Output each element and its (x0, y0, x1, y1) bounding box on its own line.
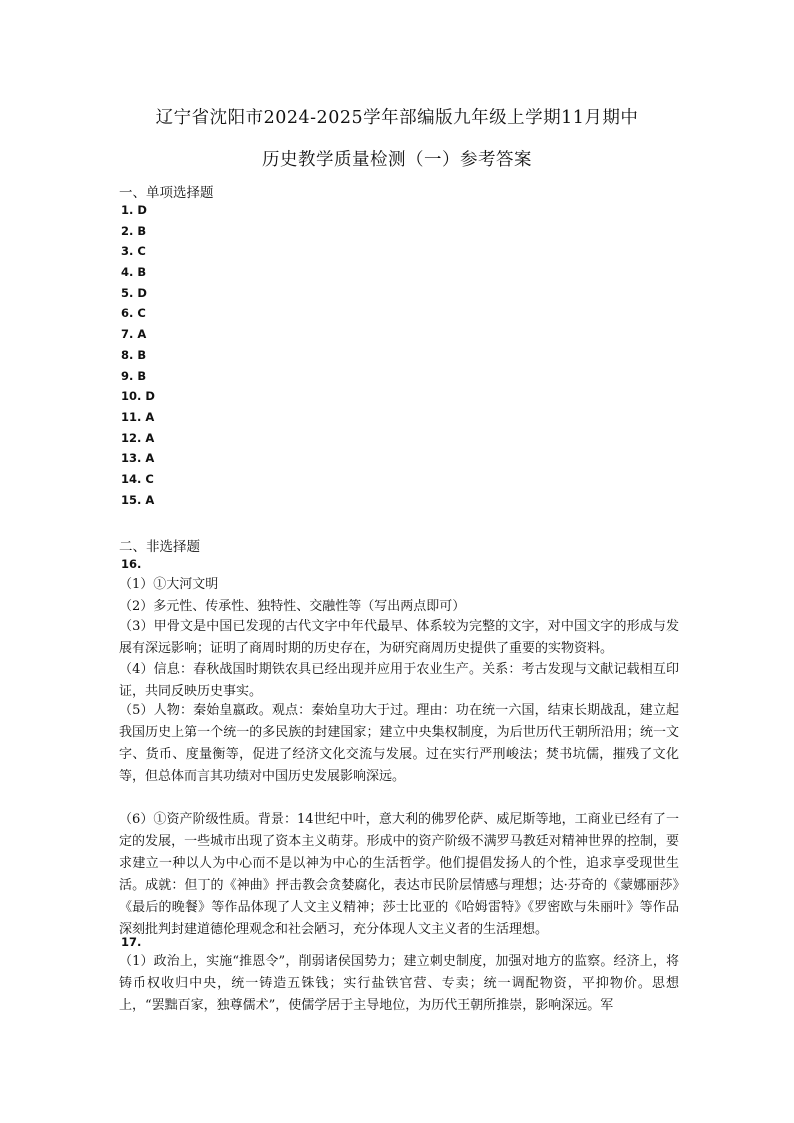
answer-item: 5. D (121, 285, 147, 300)
q16-part-4: （4）信息：春秋战国时期铁农具已经出现并应用于农业生产。关系：考古发现与文献记载相互印证，共同反映历史事实。 (119, 662, 679, 699)
question-number-16: 16. (121, 557, 142, 571)
answer-item: 4. B (121, 265, 147, 280)
answer-item: 8. B (121, 347, 147, 362)
document-title-line-2: 历史教学质量检测（一）参考答案 (262, 150, 532, 170)
answer-item: 13. A (121, 451, 155, 466)
q16-part-5: （5）人物：秦始皇嬴政。观点：秦始皇功大于过。理由：功在统一六国，结束长期战乱，建立起我国历史上第一个统一的多民族的封建国家；建立中央集权制度，为后世历代王朝所沿用；统一文字、货币、度量衡等，促进了经济文化交流与发展。过在实行严刑峻法；焚书坑儒，摧残了文化等，但总体而言其功绩对中国历史发展影响深远。 (119, 703, 679, 784)
section-heading-multiple-choice: 一、单项选择题 (119, 185, 214, 201)
answer-item: 6. C (121, 306, 146, 321)
answer-item: 7. A (121, 327, 147, 342)
q17-part-1: （1）政治上，实施“推恩令”，削弱诸侯国势力；建立刺史制度，加强对地方的监察。经济上，将铸币权收归中央，统一铸造五铢钱；实行盐铁官营、专卖；统一调配物资，平抑物价。思想上，“罢黜百家，独尊儒术”，使儒学居于主导地位，为历代王朝所推崇，影响深远。军 (119, 954, 679, 1013)
answer-item: 14. C (121, 471, 154, 486)
question-number-17: 17. (121, 935, 142, 949)
answer-list (121, 200, 155, 510)
answer-item: 12. A (121, 430, 155, 445)
q16-part-3: （3）甲骨文是中国已发现的古代文字中年代最早、体系较为完整的文字，对中国文字的形成与发展有深远影响；证明了商周时期的历史存在，为研究商周历史提供了重要的实物资料。 (119, 619, 679, 656)
q16-part-1: （1）①大河文明 (119, 577, 219, 592)
q16-part-6: （6）①资产阶级性质。背景：14世纪中叶，意大利的佛罗伦萨、威尼斯等地，工商业已经有了一定的发展，一些城市出现了资本主义萌芽。形成中的资产阶级不满罗马教廷对精神世界的控制，要求建立一种以人为中心而不是以神为中心的生活哲学。他们提倡发扬人的个性，追求享受现世生活。成就：但丁的《神曲》抨击教会贪婪腐化，表达市民阶层情感与理想；达·芬奇的《蒙娜丽莎》《最后的晚餐》等作品体现了人文主义精神；莎士比亚的《哈姆雷特》《罗密欧与朱丽叶》等作品深刻批判封建道德伦理观念和社会陋习，充分体现人文主义者的生活理想。 (119, 812, 679, 937)
answer-item: 9. B (121, 368, 147, 383)
answer-item: 2. B (121, 223, 147, 238)
document-title-line-1: 辽宁省沈阳市2024-2025学年部编版九年级上学期11月期中 (155, 108, 639, 128)
q16-part-2: （2）多元性、传承性、独特性、交融性等（写出两点即可） (119, 599, 466, 614)
answer-item: 1. D (121, 203, 147, 217)
answer-item: 3. C (121, 244, 146, 259)
answer-item: 11. A (121, 409, 155, 424)
section-heading-non-choice: 二、非选择题 (119, 539, 200, 555)
answer-item: 15. A (121, 492, 155, 507)
answer-item: 10. D (121, 389, 155, 404)
